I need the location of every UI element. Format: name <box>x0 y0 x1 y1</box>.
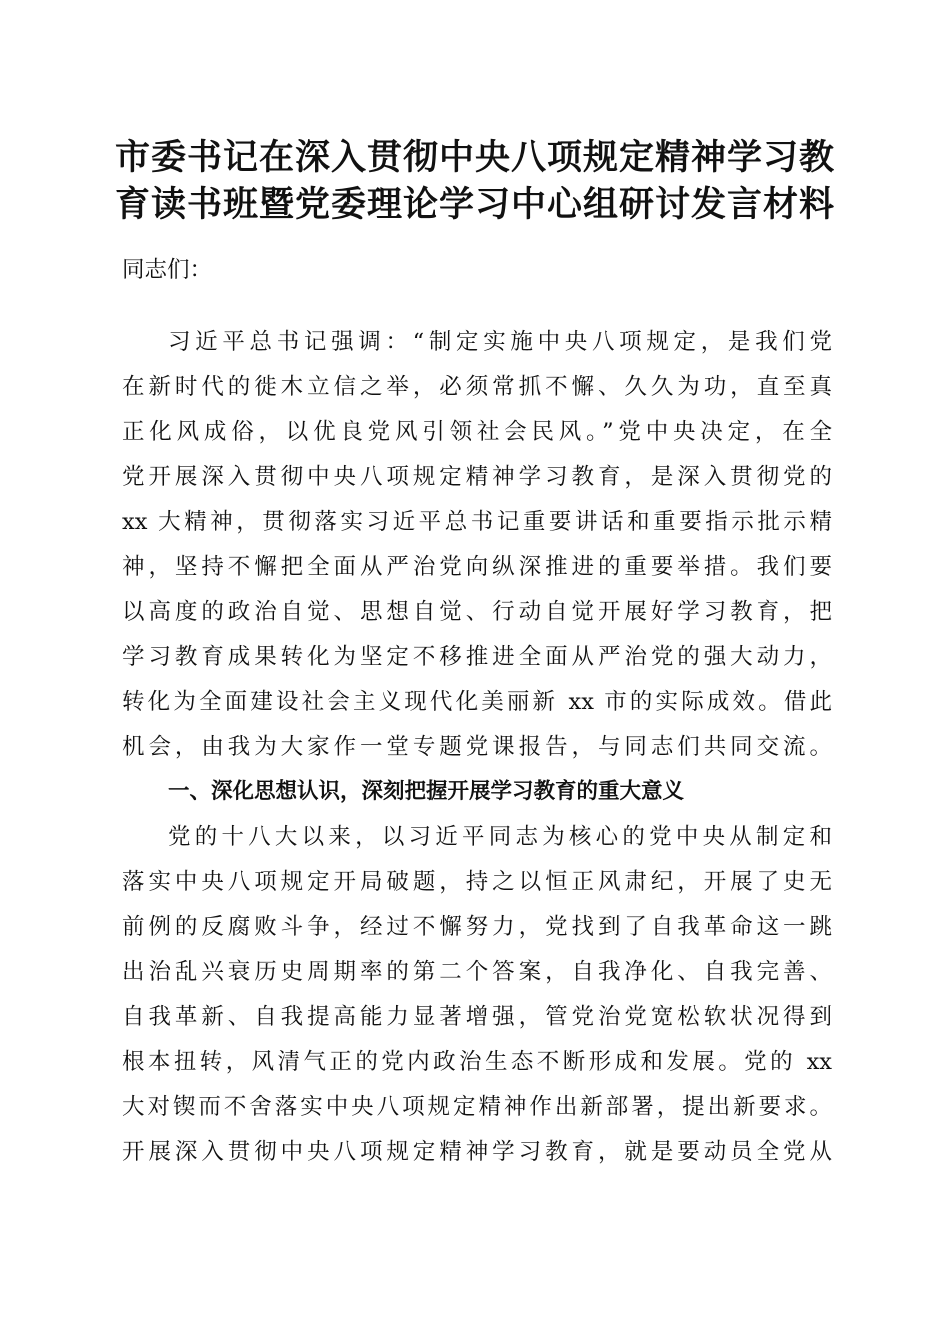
paragraph-1-line: 转化为全面建设社会主义现代化美丽新 xx 市的实际成效。借此 <box>122 689 832 715</box>
paragraph-1-line: 学习教育成果转化为坚定不移推进全面从严治党的强大动力， <box>122 644 832 670</box>
paragraph-2-line: 前例的反腐败斗争，经过不懈努力，党找到了自我革命这一跳 <box>122 914 832 940</box>
paragraph-1-line: 在新时代的徙木立信之举，必须常抓不懈、久久为功，直至真 <box>122 374 832 400</box>
paragraph-1-line: 神，坚持不懈把全面从严治党向纵深推进的重要举措。我们要 <box>122 554 832 580</box>
paragraph-2-line: 根本扭转，风清气正的党内政治生态不断形成和发展。党的 xx <box>122 1049 832 1075</box>
paragraph-1-line: 正化风成俗，以优良党风引领社会民风。”党中央决定，在全 <box>122 419 832 445</box>
document-title-line-1: 市委书记在深入贯彻中央八项规定精神学习教 <box>114 137 835 178</box>
paragraph-2-line: 自我革新、自我提高能力显著增强，管党治党宽松软状况得到 <box>122 1004 832 1030</box>
salutation: 同志们： <box>122 257 213 283</box>
paragraph-1-line: 习近平总书记强调：“制定实施中央八项规定，是我们党 <box>168 329 832 355</box>
section-1-heading: 一、深化思想认识，深刻把握开展学习教育的重大意义 <box>168 779 685 804</box>
paragraph-1-line: xx 大精神，贯彻落实习近平总书记重要讲话和重要指示批示精 <box>122 509 832 535</box>
paragraph-2-line: 大对锲而不舍落实中央八项规定精神作出新部署，提出新要求。 <box>122 1094 832 1120</box>
paragraph-2-line: 落实中央八项规定开局破题，持之以恒正风肃纪，开展了史无 <box>122 869 832 895</box>
document-title-line-2: 育读书班暨党委理论学习中心组研讨发言材料 <box>114 184 835 225</box>
paragraph-1-line: 以高度的政治自觉、思想自觉、行动自觉开展好学习教育，把 <box>122 599 832 625</box>
paragraph-1-line: 党开展深入贯彻中央八项规定精神学习教育，是深入贯彻党的 <box>122 464 832 490</box>
paragraph-2-line: 出治乱兴衰历史周期率的第二个答案，自我净化、自我完善、 <box>122 959 832 985</box>
paragraph-2-line: 党的十八大以来，以习近平同志为核心的党中央从制定和 <box>168 824 832 850</box>
paragraph-1-line: 机会，由我为大家作一堂专题党课报告，与同志们共同交流。 <box>122 734 832 760</box>
paragraph-2-line: 开展深入贯彻中央八项规定精神学习教育，就是要动员全党从 <box>122 1139 832 1165</box>
